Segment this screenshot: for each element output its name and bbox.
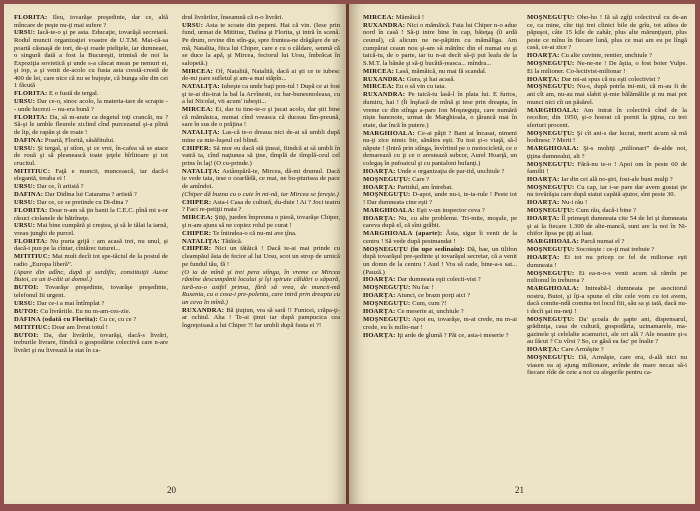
speaker-name: NATALIŢA: [182, 129, 220, 137]
speech-text: Asta te scoate din pepeni. Hai că vin. (Iese prin fund, urmat de Mititiuc, Dafina şi Florita, şi intră în scenă. Pe drum, revine din stîn-ga, spre fruntea-ne drăgăşre de ur-mă, Natalita, fiica lui Chiper, care e cu o căldare, senmă că se duce la apă, şi Mircea, feciorul lui Ursu, îmbrăcat în salopetă.) [182, 21, 340, 67]
speaker-name: RUXANDRA: [363, 75, 406, 83]
dialogue-line [182, 245, 340, 268]
speaker-name: MIRCEA: [363, 67, 395, 75]
dialogue-line [527, 246, 687, 254]
speech-text: Mai bine cumpără şi creştea, şi să le tălai la iarnă, vreau junghi de purcel. [14, 222, 168, 237]
dialogue-line [363, 176, 517, 184]
speech-text: Cu ce, cu ce ? [99, 315, 137, 323]
speech-text: Atunci, ce brazn porţi aici ? [396, 292, 471, 300]
dialogue-line [363, 308, 517, 316]
speech-text: Mai mult decît tot spe-tăciul de la postul de radio „Europa liberă”. [14, 253, 168, 268]
right-page [349, 4, 695, 504]
speech-text: Dar dumneata eşti colecti-vist ? [397, 276, 481, 284]
speech-text: drul livrărilor, înseamnă că n-o livrări. [182, 14, 283, 21]
dialogue-line [527, 254, 687, 269]
speaker-name: HOARŢA: [363, 276, 396, 284]
speech-text: Cu alte cuvinte, rentier, unchiule ? [561, 52, 652, 60]
page-number-left: 20 [167, 485, 176, 495]
speech-text: Nu, cu alte probleme. Tri-mite, moşule, pe careva după el, că sînt grăbit. [363, 214, 517, 230]
dialogue-line [363, 276, 517, 284]
dialogue-line [182, 22, 340, 67]
dialogue-line [182, 238, 340, 246]
dialogue-line [527, 346, 687, 354]
speech-text: Iar din cei ală no-ştri, fost-ale buni mulţi ? [561, 176, 673, 183]
speech-text: Cum rău, dacă-i bine ? [576, 207, 636, 215]
speech-text: Nu-i rău ! [561, 199, 588, 207]
speech-text: Unde e organizaţia de par-tid, unchiule ? [397, 167, 505, 175]
dialogue-line [363, 130, 517, 168]
speaker-name: FLORITA: [14, 206, 48, 214]
dialogue-line [527, 83, 687, 106]
speech-text: Eşti v-un inspector ceva ? [416, 206, 485, 214]
speech-text: Care Armăşite ? [561, 346, 604, 354]
speech-text: Iubeşte ca unde baţi pon-tul ! După ce ai fost şi te-ai dis-trat la bal la Arvînesti, cu bar-bunesmoleasa, cu a lui Nicolai, vii acum' iubeşti... [182, 83, 340, 106]
dialogue-line [527, 270, 687, 285]
speech-text: Tovarăşe preşedinte, tovarăşe preşedinte, telefonul Iii urgent. [14, 284, 168, 299]
speaker-name: HOARŢA: [363, 292, 396, 300]
speaker-name: BUTOI: [14, 284, 39, 292]
dialogue-line [363, 168, 517, 176]
speaker-name: HOARŢA: [527, 75, 560, 83]
speaker-name: MOŞNEGUŢU: [363, 191, 411, 199]
dialogue-line [14, 145, 168, 168]
page-number-right: 21 [515, 485, 524, 495]
speech-text: Ăsta, sigur îi venit de la centru ! Să vede după pestmandat ! [363, 230, 517, 245]
speaker-name: BUTOI: [14, 331, 39, 339]
dialogue-line [14, 207, 168, 222]
speech-text: Ce meserie ai, unchiule ? [397, 308, 464, 316]
speaker-name: CHIPER: [182, 229, 212, 237]
speaker-name: URSU: [182, 21, 204, 29]
speech-text: Am intrat în colectivă cînd de la recoltor, din 1950, şi-o hoerat că pornit la ţiţina, cu trei sferturi procent. [527, 106, 687, 129]
speaker-name: MARGHIOALA: [527, 238, 580, 246]
speaker-name: HOARŢA: [363, 331, 396, 339]
dialogue-line [182, 230, 340, 238]
speech-text: Ce-ai păţit ? Bani ai încasat, nimeni nu-ţi zice nimic bir, sănătos eşti. Tu trai şi-o viaţă, să-l năpute ! (Intră prin stînga, învîrtind pe o motocicletă, ce o demarează cu ţi ce o arestează subcor, Aurel Hoarţă, un colegaş în pufoaicul şi cu pantaloni bufanţi.) [363, 129, 517, 167]
dialogue-line [182, 83, 340, 106]
dialogue-line [14, 199, 168, 207]
speaker-name: URSU: [14, 183, 36, 191]
dialogue-line [363, 332, 517, 340]
speech-text: Asta-i Casa de cultură, du-duie ! Ai ? Joci teatru ? Faci re-petiţii mata ? [182, 198, 340, 214]
speaker-name: FLORITA: [14, 237, 48, 245]
speaker-name: MOŞNEGUŢU: [363, 300, 411, 308]
dialogue-line [182, 14, 340, 22]
speech-text: Faţă e muncii, muncească, iar dacă-i elegantă, treaba ei ! [14, 167, 168, 183]
speaker-name: MOŞNEGUŢU: [527, 183, 575, 191]
dialogue-line [363, 83, 517, 91]
dialogue-line [14, 253, 168, 268]
speech-text: Şi-s mohiţi „milionari” de-alde noi, ţiţina dumnealui, alt ? [527, 145, 687, 160]
speaker-name: MIRCEA: [182, 67, 214, 75]
dialogue-line [527, 316, 687, 346]
speech-text: Mămăică ! [395, 14, 425, 21]
dialogue-line [14, 168, 168, 183]
speech-text: Nu fac ! [412, 284, 434, 292]
speech-text: Dar Didina lui Catarama ? artistă ? [44, 191, 137, 199]
speech-text: Dă, bae, un tilifon după tovarăşul pre-şedinte şi tovarăşul secretar, că a venit un domn de la centru ! Aud ! Vra să cade, bine-a-s sat... (Pauză.) [363, 245, 517, 276]
speech-text: Fără-nu te-o ! Apoi om în peste 60 de familii ! [527, 160, 687, 176]
speech-text: Gura, şi hai acasă. [406, 75, 455, 83]
speech-text: Dar ce, ce se pretinde cu Di-dina ? [36, 199, 128, 207]
left-column-1 [14, 14, 168, 484]
speaker-name: HOARŢA: [527, 199, 560, 207]
dialogue-line [14, 14, 168, 29]
dialogue-line [14, 98, 168, 113]
speaker-name: MITITIUC: [14, 167, 51, 175]
speaker-name: MOŞNEGUŢU: [527, 246, 575, 254]
speech-text: Da' şcoala de şapte ani, dispensarul, grădiniţa, casa de cultură, gospodăria, uzinamarele, ma-gazinele şi celelalte scamurici, ale ori ală ? Ale noastre şi-s au făcut ? Cu vîrst ? So, ce găsă ea fac' pe înalte ? [527, 315, 687, 346]
speaker-name: HOARŢA: [527, 52, 560, 60]
speaker-name: URSU: [14, 299, 36, 307]
speech-text: Şi cît ani-s dar lucrat, merit acum să mă hodinesc ? Merit ! [527, 129, 687, 145]
dialogue-line [14, 284, 168, 299]
dialogue-line [363, 215, 517, 230]
speech-text: Ei, dar tu tine-te-o şi jucat acolo, dar ştii bine că mămăsica, numai cînd vreasca că duceau lîm-preună, sare în sus de o prăjina ! [182, 106, 340, 129]
dialogue-line [14, 191, 168, 199]
speaker-name: MOŞNEGUŢU: [363, 284, 411, 292]
speech-text: Apoi eu, tovarăşe, m-ai crede, nu m-ai crede, eu îs milio-nar ! [363, 316, 517, 331]
speaker-name: HOARŢA: [363, 167, 396, 175]
speech-text: Socoteşte : ce-ţi mai trebuie ? [576, 246, 655, 254]
dialogue-line [527, 145, 687, 160]
stage-direction: (Chiper dă buzna cu o cuie în mi-nă, iar Mircea se fereşte.) [182, 190, 339, 198]
speech-text: Da, să m-arate ca degetul toţi crancăi, nu ? Să-şi le umble fleurele ziclind cînd purcezanul şi-a plină de lip, de rapăn şi de roate ! [14, 113, 168, 136]
dialogue-line [363, 207, 517, 215]
speaker-name: MOŞNEGUŢU: [527, 160, 575, 168]
dialogue-line [182, 199, 340, 214]
speaker-name: MARGHIOALA: [363, 129, 416, 137]
speaker-name: URSU: [14, 222, 36, 230]
speech-text: Cum, cum ?! [412, 300, 447, 308]
speaker-name: RUXANDRA: [182, 306, 225, 314]
dialogue-line [527, 176, 687, 184]
speech-text: Iţi arde de glumă ? Păi ce, asta-i meserie ? [397, 331, 509, 339]
dialogue-line [527, 215, 687, 238]
dialogue-line [527, 354, 687, 377]
speaker-name: DAFINA: [14, 136, 44, 144]
dialogue-line [363, 22, 517, 67]
speech-text: Doar am livrat totul ! [51, 323, 108, 331]
speech-text: Nu purta grijă : am acasă trei, nu unul, şi dacă-i pun pe la cîntar, cîntărec tuturei... [14, 237, 168, 253]
speech-text: Dar ce-i a mai întîmplat ? [36, 299, 105, 307]
speech-text: Lasă, mămăică, nu mai fă scandal. [395, 67, 487, 75]
speech-text: Îl primeşti dumneata cite 54 de lei şi dumneata şi ai la fiecare 1.300 de alte-mancă, sunt are la noi în Ni-chifor lipsa pe ţiţi ai luat. [527, 215, 687, 238]
speaker-name: MARGHIOALA: [527, 145, 580, 153]
speech-text: Te întindea-o că nu-mi ave ţîna. [212, 229, 297, 237]
speaker-name: MOŞNEGUŢU: [527, 14, 575, 21]
dialogue-line [14, 114, 168, 137]
speaker-name: MOŞNEGUŢU: [527, 129, 575, 137]
speech-text: Şi tergal, şi stîon, şi ce vrei, în-cafea să se atace de rouă şi să plesnească toate ţeţele bîrlitoare şi tot crucitul. [14, 144, 168, 167]
speaker-name: MITITIUC: [14, 253, 51, 261]
stage-direction: (O ia de mînă şi trei pera stînga, în vreme ce Mircea rămîne descumpănit locului şi îşi spiruie căldări o săpară, iară-ea-o astfel prinsa, fără să vrea, de muncii-mă Ruxenia, cu o cosa-i pre-polenta, care intră prin dreapta cu un ceva în mînă.) [182, 268, 340, 306]
left-page-columns [14, 14, 342, 484]
speech-text: Cu livrăriile. Eu nu m-am-ces-zie. [40, 307, 131, 315]
speech-text: Ştiţi, jueden împreuna o piesă, tovarăşe Chiper, şi n-am ajuns să ne copiez rolul pe curat ! [182, 214, 340, 229]
speech-text: E o fustă de tergal. [49, 90, 99, 98]
speaker-name: NATALIŢA: [182, 83, 220, 91]
speech-text: Las-că te-o dreaua nici de-ai să umbli după mine ca mie-luşeul cel blind. [182, 129, 340, 144]
speaker-name: NATALIŢA: [182, 167, 220, 175]
dialogue-line [14, 324, 168, 332]
speech-text: Care ? [412, 175, 430, 183]
dialogue-line [182, 106, 340, 129]
dialogue-line [527, 107, 687, 130]
speaker-name: FLORITA: [14, 14, 48, 21]
speech-text: Să mor eu dacă stă ţineai, fiindcă ai să umbli în vatră ta, cînd naţiunea să ţine, tîmplă de tîmplă-ceul cel prins în laţ! (O cu-prinde.) [182, 144, 340, 167]
speaker-name: URSU: [14, 199, 36, 207]
dialogue-line [14, 137, 168, 145]
speaker-name: FLORITA: [14, 90, 48, 98]
speech-text: Ei tot nu pricep ce fel de milionar eşti dumneata ! [527, 254, 687, 269]
speaker-name: HOARŢA: [363, 308, 396, 316]
stage-direction: (Apare din adînc, după şi surdific, constituiţii Autoc Butoi, ce un ti-căit ai domol.) [14, 268, 168, 284]
left-column-2 [182, 14, 340, 484]
dialogue-line [363, 230, 517, 245]
speaker-name: HOARŢA: [363, 214, 396, 222]
speaker-name: CHIPER: [182, 198, 212, 206]
speech-text: Dă, Armăşte, care era, d-ală nici nu viasen ea aj ajung milionare, avînde de mare necaz să-i fiecare rîde de ceie a noi cu alegerile pentru ca- [527, 354, 687, 377]
dialogue-line [363, 68, 517, 76]
speech-text: Nu-s, după potrla ini-mii, că m-au fi de ani cît am, nu-au mai slabit şi-mie bălămălile şi nu mai pot munci nici cît un păsărel. [527, 83, 687, 106]
speech-text: Astâmpără-te, Mircea, dă-mi drumul. Dacă te vede tata, iese o cearfădă, ce mai, ne bu-pturisea de pace de amîndoi. [182, 167, 340, 190]
speech-text: Parcă numai el ? [580, 238, 625, 246]
speaker-name: NATALIŢA: [182, 237, 220, 245]
dialogue-line [527, 52, 687, 60]
speech-text: Dar ce-o, sinoc acolo, la materia-tare de scrapie -- unde lucrezi -- nu-era bună ? [14, 98, 168, 113]
dialogue-line [14, 300, 168, 308]
speech-text: Bă ţiuţiun, vra să sară !! Funicei, crăpa-ţi-ar ochiul. Aha ! Te-ai ţinut iar după pampucica cea îngreţoisasă a lui Chiper ?! Iar umbli după fusta ei ?! [182, 306, 340, 329]
speaker-name: BUTOI: [14, 307, 39, 315]
speaker-name: MIRCEA: [363, 83, 395, 91]
speaker-name: MOŞNEGUŢU: [527, 83, 575, 91]
dialogue-line [527, 285, 687, 315]
dialogue-line [363, 292, 517, 300]
dialogue-line [14, 308, 168, 316]
dialogue-line [363, 76, 517, 84]
speech-text: Iacă-te-o şi pe asta. Educaţie, tovarăşă secretară. Rodul muncii organizaţiei voastre de U.T.M. Mai-că-sa poartă căsnaşă de tort, de-şi roade pieliţele, iar dumneaei, o singură dată a fost la Bucureşti, trimisă de noi la Expoziţia sovietică şi unde s-a căscat mean pe nemuri ei, şi iop, a şi venit de-acolo cu fusta asta crestă-crestă de 400 de lei, care nice că nu se bujeşte, că bunga sîte din cei 1 făcută [14, 29, 168, 90]
speaker-name: MIRCEA: [182, 214, 214, 222]
speech-text: Nici o mămăică. Fata lui Chiper n-o adue nord în casă ! Să-ţi intre bine în cap, băieţaş (îi ardă ceunul), că alicum ne ne-păţitim cu mămăliga. Am cumpărat ceaun nou şi-am să mănînc din el numai eu şi taică-tu, de o parte, iar tu n-ai decît să-ţi pui leafa de la S.M.T. la bănăe şi să-ţi bucătă-reasca... mîndra... [363, 21, 517, 67]
speaker-name: MARGHIOALA: [363, 206, 416, 214]
speech-text: Ei ea-n-o-s venit acum să rămîn pe milionul în treburea ? [527, 269, 687, 285]
dialogue-line [182, 168, 340, 191]
speaker-name: MIRCEA: [363, 14, 395, 21]
dialogue-line [182, 68, 340, 83]
speaker-name: MOŞNEGUŢU: [363, 316, 411, 324]
speech-text: Tătăică. [221, 237, 243, 245]
speaker-name: MOŞNEGUŢU: [527, 60, 575, 68]
speaker-name: DAFINA: [14, 191, 44, 199]
dialogue-line [14, 238, 168, 253]
dialogue-line [363, 191, 517, 206]
speaker-name: MITITIUC: [14, 323, 51, 331]
dialogue-line [363, 184, 517, 192]
speech-text: Pe taică-tu lasă-l în plata lui. E furios, dumiru, hai ! (Îi înşfacă de mînă şi iese prin dreapta, în vreme ce din stînga a-pare Ion Moşneguţu, care numără niște bancnote, urmat de Marghioala, o ţărancă mai în etate, dar încă în putere.) [363, 91, 517, 129]
dialogue-line [527, 199, 687, 207]
dialogue-line [14, 316, 168, 324]
dialogue-line [182, 307, 340, 330]
dialogue-line [363, 284, 517, 292]
speaker-name: URSU: [14, 98, 36, 106]
speech-text: Nici un tătăică ! Dacă te-ai mai prinde cu cleampăul ăsta de fecior al lui Ursu, scot un strop de urnică pe fundul tău, fă ! [182, 245, 340, 268]
speaker-name: MOŞNEGUŢU: [363, 175, 411, 183]
speaker-name: RUXANDRA: [363, 21, 406, 29]
speaker-name: HOARŢA: [527, 346, 560, 354]
speaker-name: CHIPER: [182, 245, 212, 253]
speaker-name: HOARŢA: [527, 215, 560, 223]
dialogue-line [527, 14, 687, 52]
speaker-name: MOŞNEGUŢU (în upe sedinaiu): [363, 245, 465, 253]
speaker-name: CHIPER: [182, 144, 212, 152]
dialogue-line [182, 214, 340, 229]
speaker-name: DAFINA (odată cu Florita): [14, 315, 98, 323]
speaker-name: URSU: [14, 29, 36, 37]
speaker-name: URSU: [14, 144, 36, 152]
dialogue-line [527, 130, 687, 145]
dialogue-line [363, 246, 517, 276]
dialogue-line [527, 207, 687, 215]
speech-text: Poartă, Florită, săsăfitului. [44, 136, 115, 144]
dialogue-line [363, 300, 517, 308]
speech-text: Dar ce, îi artistă ? [36, 183, 84, 191]
speech-text: Doar n-am să ţin banii la C.E.C. pînă mi s-or răsuci ciolanele de bătrîneţe. [14, 206, 168, 222]
speech-text: Of, Natalită, Natalită, dacă ai şti ce te iubesc de-mi pare sufletul şi am-a mai stăpîn... [182, 67, 340, 83]
dialogue-line [527, 76, 687, 84]
speech-text: D-apoi, unde nu-i, te-ta-rule ! Peste tot ! Dar dumneata cine eşti ? [363, 191, 517, 207]
speaker-name: MOŞNEGUŢU: [527, 354, 575, 362]
speech-text: Da, dar livrările, tovarăşi, dacă-s livrări, treburile livrare, fiindcă o gospodărie colectivă care n-are livrări şi nu livrează la stat în ca- [14, 331, 168, 354]
dialogue-line [14, 183, 168, 191]
dialogue-line [527, 60, 687, 75]
speaker-name: HOARŢA: [363, 183, 396, 191]
speech-text: Ne-ne-ne ! De ăştia, o fost boier Vulpe. Ei la milioner. Co-lectivist-milionar ! [527, 60, 687, 75]
speaker-name: RUXANDRA: [363, 91, 406, 99]
right-column-2 [527, 14, 687, 484]
speaker-name: MARGHIOALA: [527, 285, 580, 293]
speech-text: Oho-ho ! Iă să zgîţi colectivul cu de-an ce, ca mine, cîte tişi trei cîinici bile de grîu, tot atîtea de păpuşoi, câte 15 kile de zahăr, plus alte mărunţişuri, plus peste ce mînu în fiecare lună, plus ce mai am eu pe lîngă casă, ce-ai zice ? [527, 14, 687, 52]
speaker-name: FLORITA: [14, 113, 48, 121]
dialogue-line [182, 145, 340, 168]
speaker-name: MARGHIOALA (aparte): [363, 230, 443, 238]
speaker-name: MOŞNEGUŢU: [527, 269, 575, 277]
dialogue-line [363, 316, 517, 331]
dialogue-line [527, 238, 687, 246]
dialogue-line [14, 332, 168, 355]
dialogue-line [14, 90, 168, 98]
dialogue-line [527, 161, 687, 176]
speech-text: Partidul, am întrebat. [397, 183, 453, 191]
speech-text: Intreabă-l dumneata pe asocitorul nostru, Butoi, şi îţi-a spune el cîte cele vom cu tot avem, dacă comite-ndă comina tot locul fiii, sâu sa şi iată, dacă nu-i decît şai nu-neţi ! [527, 285, 687, 315]
speech-text: Cu cap, iar i-se pare dar avem gustat ţie nu tovărăşia care după statut capătă ajutor, sînt peste 30. [527, 183, 687, 199]
dialogue-line [14, 222, 168, 237]
speech-text: Dar mi-ai spus că nu eşti colectivist ? [561, 75, 660, 83]
speech-text: Eu o să vin cu tata. [395, 83, 446, 91]
dialogue-line [527, 184, 687, 199]
speaker-name: MIRCEA: [182, 106, 214, 114]
speaker-name: HOARŢA: [527, 176, 560, 183]
speaker-name: MOŞNEGUŢU: [527, 315, 575, 323]
left-page [4, 4, 347, 504]
speaker-name: HOARŢA: [527, 254, 560, 262]
speaker-name: MOŞNEGUŢU: [527, 207, 575, 215]
right-page-columns [363, 14, 687, 484]
dialogue-line [14, 29, 168, 89]
dialogue-line [363, 14, 517, 22]
dialogue-line [363, 91, 517, 129]
dialogue-line [182, 129, 340, 144]
speech-text: Ileu, tovarăşe preşedinte, dar ce, altă mîncare de peşte nu-ţi mai sufere ? [14, 14, 168, 29]
right-column-1 [363, 14, 517, 484]
speaker-name: MARGHIOALA: [527, 106, 580, 114]
